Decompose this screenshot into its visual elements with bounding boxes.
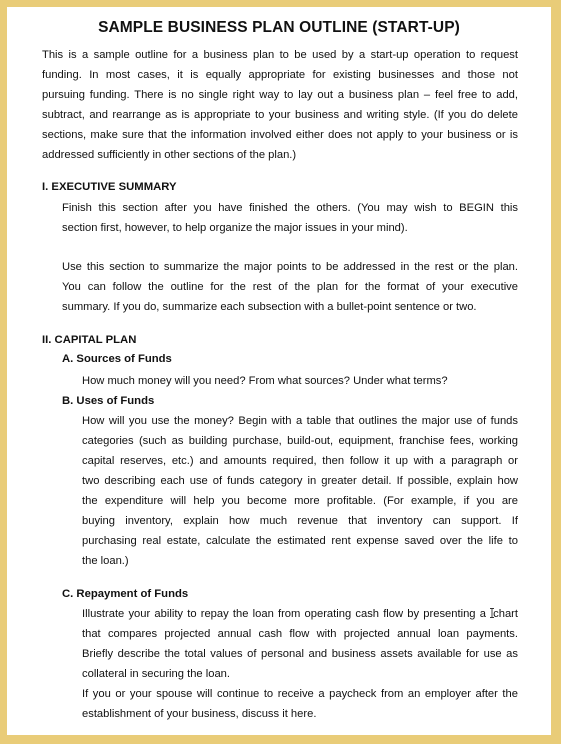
paragraph-line: section first, however, to help organize the major issues in your mind).	[62, 222, 408, 234]
paragraph-line: establishment of your business, discuss it here.	[82, 708, 317, 720]
intro-line: pursuing funding. There is no single right way to lay out a business plan – feel free to add,	[42, 89, 518, 101]
paragraph-line: Use this section to summarize the major points to be addressed in the rest or the plan.	[62, 261, 518, 273]
paragraph-line: the loan.)	[82, 555, 129, 567]
paragraph-line: summary. If you do, summarize each subsection with a bullet-point sentence or two.	[62, 301, 477, 313]
paragraph-line: buying inventory, explain how much revenue that inventory can support. If	[82, 515, 518, 527]
paragraph-line: that compares projected annual cash flow with projected annual loan payments.	[82, 628, 518, 640]
line-text: hart	[498, 608, 518, 620]
document-page	[7, 7, 551, 735]
paragraph-line: collateral in securing the loan.	[82, 668, 231, 680]
paragraph-line: Finish this section after you have finished the others. (You may wish to BEGIN this	[62, 202, 518, 214]
text-cursor-icon	[489, 608, 495, 618]
intro-paragraph	[42, 45, 518, 165]
subheading-sources-of-funds: A. Sources of Funds	[62, 353, 172, 365]
sources-of-funds-paragraph	[82, 371, 518, 391]
executive-summary-paragraph-2	[62, 257, 518, 317]
paragraph-line: purchasing real estate, calculate the estimated rent expense saved over the life to	[82, 535, 518, 547]
subheading-uses-of-funds: B. Uses of Funds	[62, 395, 155, 407]
subheading-repayment-of-funds: C. Repayment of Funds	[62, 588, 189, 600]
paragraph-line: How will you use the money? Begin with a table that outlines the major use of funds	[82, 415, 518, 427]
repayment-of-funds-paragraph	[82, 604, 518, 724]
paragraph-line: If you or your spouse will continue to receive a paycheck from an employer after the	[82, 688, 518, 700]
intro-line: This is a sample outline for a business plan to be used by a start-up operation to request	[42, 49, 518, 61]
paragraph-line: capital reserves, etc.) and amounts required, then follow it up with a paragraph or	[82, 455, 518, 467]
paragraph-line: categories (such as building purchase, build-out, equipment, franchise fees, working	[82, 435, 518, 447]
line-text: Illustrate your ability to repay the loan from operating cash flow by presenting a	[82, 608, 491, 620]
intro-line: subtract, and rearrange as is appropriate to your business and writing style. (If you do delete	[42, 109, 518, 121]
paragraph-line: two describing each use of funds category in greater detail. If possible, explain how	[82, 475, 518, 487]
paragraph-line: the expenditure will help you become more profitable. (For example, if you are	[82, 495, 518, 507]
uses-of-funds-paragraph	[82, 411, 518, 571]
intro-line: addressed sufficiently in other sections of the plan.)	[42, 149, 297, 161]
intro-line: sections, make sure that the information involved either does not apply to your business or is	[42, 129, 518, 141]
section-heading-executive-summary: I. EXECUTIVE SUMMARY	[42, 181, 177, 193]
paragraph-line: Briefly describe the total values of personal and business assets available for use as	[82, 648, 518, 660]
executive-summary-paragraph-1	[62, 198, 518, 238]
intro-line: funding. In most cases, it is equally appropriate for existing businesses and those not	[42, 69, 518, 81]
paragraph-line: Illustrate your ability to repay the loan from operating cash flow by presenting a chart	[82, 608, 518, 620]
paragraph-line: How much money will you need? From what sources? Under what terms?	[82, 375, 448, 387]
paragraph-line: You can follow the outline for the rest of the plan for the format of your executive	[62, 281, 518, 293]
document-title: SAMPLE BUSINESS PLAN OUTLINE (START-UP)	[98, 19, 460, 36]
section-heading-capital-plan: II. CAPITAL PLAN	[42, 334, 137, 346]
